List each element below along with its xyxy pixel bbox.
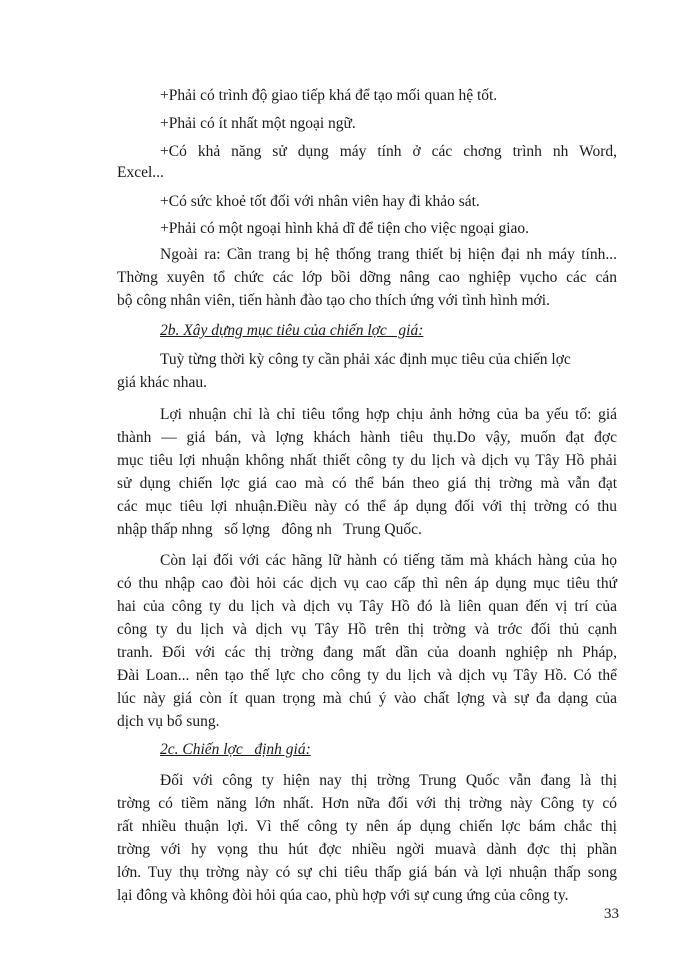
paragraph-line: nhập thấp nhng số lợng đông nh Trung Quốc. — [117, 521, 422, 538]
requirement-foreign-language: +Phải có ít nhất một ngoại ngữ. — [160, 115, 356, 132]
requirement-health: +Có sức khoẻ tốt đối với nhân viên hay đi khảo sát. — [160, 193, 480, 210]
paragraph-line: Lợi nhuận chỉ là chỉ tiêu tổng hợp chịu ảnh hởng của ba yếu tố: giá — [160, 406, 617, 423]
paragraph-line: bộ công nhân viên, tiến hành đào tạo cho thích ứng với tình hình mới. — [117, 292, 550, 309]
paragraph-line: dịch vụ bổ sung. — [117, 713, 220, 730]
paragraph-line: Đối với công ty hiện nay thị trờng Trung Quốc vẫn đang là thị — [160, 772, 617, 789]
paragraph-line: trờng với hy vọng thu hút đợc nhiều ngời muavà dành đợc thị phần — [117, 841, 617, 858]
paragraph-line: công ty du lịch và dịch vụ Tây Hồ trên thị trờng và trớc đối thủ cạnh — [117, 621, 617, 638]
paragraph-line: Còn lại đối với các hãng lữ hành có tiếng tăm mà khách hàng của họ — [160, 552, 617, 569]
requirement-computer-skills-cont: Excel... — [117, 164, 164, 181]
page-number: 33 — [604, 906, 619, 922]
paragraph-line: trờng có tiềm năng lớn nhất. Hơn nữa đối với thị trờng này Công ty có — [117, 795, 617, 812]
paragraph-line: hai của công ty du lịch và dịch vụ Tây Hồ đó là liên quan đến vị trí của — [117, 598, 617, 615]
requirement-communication: +Phải có trình độ giao tiếp khá để tạo mối quan hệ tốt. — [160, 87, 498, 104]
paragraph-line: giá khác nhau. — [117, 374, 207, 391]
paragraph-line: Ngoài ra: Cần trang bị hệ thống trang thiết bị hiện đại nh máy tính... — [160, 246, 617, 263]
paragraph-line: tranh. Đối với các thị trờng đang mất dần của doanh nghiệp nh Pháp, — [117, 644, 617, 661]
paragraph-line: mục tiêu lợi nhuận không nhất thiết công ty du lịch và dịch vụ Tây Hồ phải — [117, 452, 617, 469]
paragraph-line: sử dụng chiến lợc giá cao mà có thể bán theo giá thị trờng mà vẫn đạt — [117, 475, 617, 492]
section-heading-2b: 2b. Xây dựng mục tiêu của chiến lợc giá: — [160, 322, 424, 339]
paragraph-line: thành — giá bán, và lợng khách hành tiêu thụ.Do vậy, muốn đạt đợc — [117, 429, 617, 446]
requirement-appearance: +Phải có một ngoại hình khả dĩ để tiện cho việc ngoại giao. — [160, 220, 530, 237]
paragraph-line: lớn. Tuy thụ trờng này có sự chi tiêu thấp giá bán và lợi nhuận thấp song — [117, 864, 617, 881]
paragraph-line: lúc này giá còn ít quan trọng mà chú ý vào chất lợng và sự đa dạng của — [117, 690, 617, 707]
paragraph-line: Tuỳ từng thời kỳ công ty cần phải xác định mục tiêu của chiến lợc — [160, 351, 571, 368]
paragraph-line: rất nhiều thuận lợi. Vì thế công ty nên áp dụng chiến lợc bám chắc thị — [117, 818, 617, 835]
paragraph-line: Thờng xuyên tổ chức các lớp bồi dỡng nâng cao nghiệp vụcho các cán — [117, 269, 617, 286]
paragraph-line: Đài Loan... nên tạo thế lực cho công ty du lịch và dịch vụ Tây Hồ. Có thể — [117, 667, 617, 684]
paragraph-line: có thu nhập cao đòi hỏi các dịch vụ cao cấp thì nên áp dụng mục tiêu thứ — [117, 575, 617, 592]
paragraph-line: các mục tiêu lợi nhuận.Điều này có thể áp dụng đối với thị trờng có thu — [117, 498, 617, 515]
paragraph-line: lại đông và không đòi hỏi qúa cao, phù hợp với sự cung ứng của công ty. — [117, 887, 569, 904]
section-heading-2c: 2c. Chiến lợc định giá: — [160, 741, 311, 758]
requirement-computer-skills: +Có khả năng sử dụng máy tính ở các chơng trình nh Word, — [160, 143, 617, 160]
